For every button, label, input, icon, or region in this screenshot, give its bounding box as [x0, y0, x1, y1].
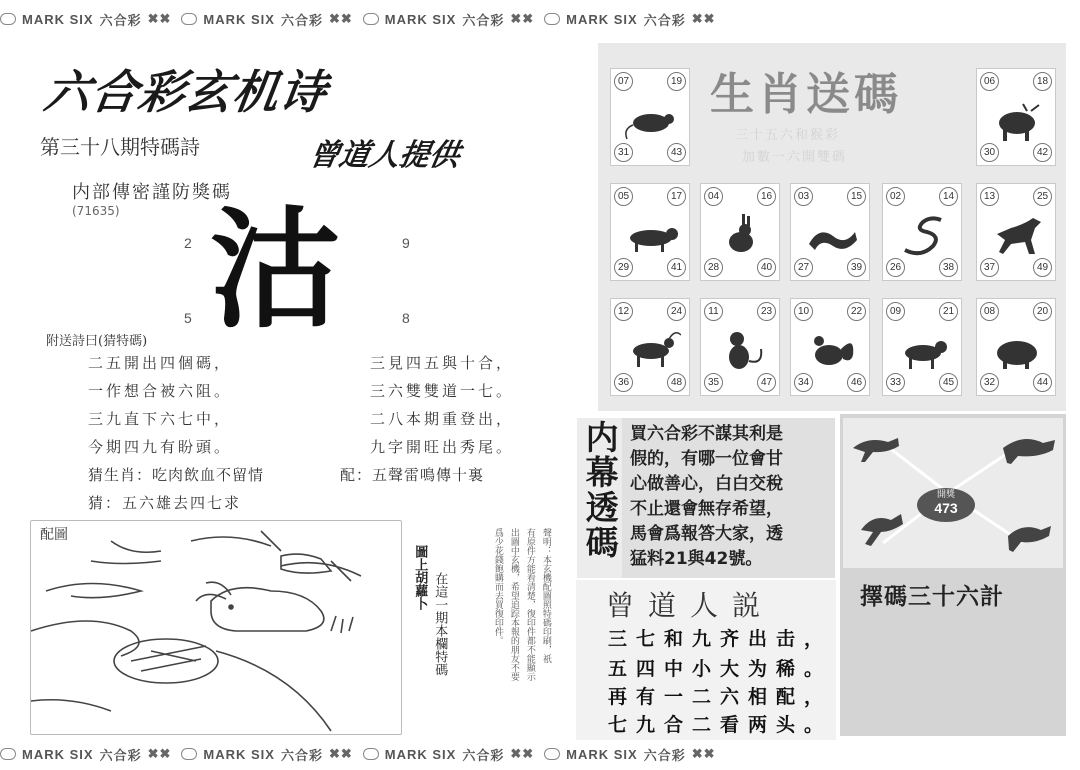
- rabbit-icon: [715, 210, 771, 258]
- poem-line: 一作想合被六阻。: [88, 382, 233, 400]
- zodiac-number: 44: [1033, 373, 1052, 392]
- banner-unit: [181, 745, 352, 764]
- saying-line: 七九合二看两头。: [608, 714, 833, 736]
- bottom-banner: [0, 742, 1080, 766]
- saying-line: 五四中小大为稀。: [608, 658, 833, 680]
- picture-caption-side: 圖上胡蘿卜: [412, 545, 428, 610]
- zodiac-card-horse: [976, 183, 1056, 281]
- banner-brand: MARK SIX: [22, 746, 94, 762]
- hint-number: 8: [402, 310, 410, 326]
- poem-line: 配：五聲雷鳴傳十裏: [340, 466, 485, 484]
- zodiac-number: 15: [847, 187, 866, 206]
- saying-title: 曾道人説: [606, 589, 775, 622]
- banner-symbol: ✖✖: [510, 746, 535, 761]
- banner-brand-cn: 六合彩: [280, 747, 323, 763]
- banner-unit: [363, 10, 534, 29]
- poem-line: 猜生肖：吃肉飲血不留情: [88, 466, 265, 484]
- insider-line: 猛料21與42號。: [630, 549, 763, 569]
- zodiac-number: 31: [614, 143, 633, 162]
- zodiac-number: 39: [847, 258, 866, 277]
- zodiac-card-tiger: [610, 183, 690, 281]
- saying-line: 三七和九齐出击，: [608, 628, 833, 650]
- banner-brand-cn: 六合彩: [99, 747, 142, 763]
- banner-brand: MARK SIX: [566, 11, 638, 27]
- zodiac-number: 35: [704, 373, 723, 392]
- poem-line: 二五開出四個碼，: [88, 354, 233, 372]
- mark-six-logo-icon: [544, 748, 560, 760]
- poem-line: 九字開旺出秀尾。: [370, 438, 515, 456]
- banner-symbol: ✖✖: [328, 746, 353, 761]
- rabbit-carrot-illustration: [31, 521, 403, 736]
- tiger-icon: [625, 210, 681, 258]
- zodiac-number: 04: [704, 187, 723, 206]
- banner-brand: MARK SIX: [384, 746, 457, 762]
- zodiac-card-goat: [610, 298, 690, 396]
- secret-code: (71635): [72, 204, 120, 218]
- top-banner: [0, 7, 1080, 31]
- zodiac-card-snake: [882, 183, 962, 281]
- mark-six-logo-icon: [0, 13, 16, 25]
- zodiac-number: 47: [757, 373, 776, 392]
- banner-symbol: ✖✖: [691, 746, 716, 761]
- zodiac-number: 41: [667, 258, 686, 277]
- banner-brand-cn: 六合彩: [99, 12, 142, 28]
- zodiac-number: 45: [939, 373, 958, 392]
- mark-six-logo-icon: [363, 13, 379, 25]
- zodiac-title: 生肖送碼: [710, 69, 902, 120]
- banner-symbol: ✖✖: [510, 11, 535, 26]
- zodiac-number: 40: [757, 258, 776, 277]
- zodiac-subtitle: 三十五六和猴彩: [735, 128, 841, 143]
- zodiac-number: 24: [667, 302, 686, 321]
- notice-line: 爲少花錢飽購而去買復印件。: [492, 528, 503, 645]
- zodiac-number: 09: [886, 302, 905, 321]
- provider-title: 曾道人提供: [306, 138, 463, 173]
- poem-line: 今期四九有盼頭。: [88, 438, 233, 456]
- banner-brand: MARK SIX: [566, 746, 638, 762]
- zodiac-number: 12: [614, 302, 633, 321]
- zodiac-number: 17: [667, 187, 686, 206]
- banner-brand: MARK SIX: [203, 11, 275, 27]
- zodiac-number: 21: [939, 302, 958, 321]
- zodiac-subtitle: 加數一六開雙碼: [742, 150, 848, 165]
- dragon-icon: [805, 210, 861, 258]
- insider-line: 不止還會無存希望，: [630, 499, 783, 519]
- zodiac-number: 10: [794, 302, 813, 321]
- poem-line: 二八本期重登出，: [370, 410, 515, 428]
- mark-six-logo-icon: [544, 13, 560, 25]
- poem-line: 三六雙雙道一七。: [370, 382, 515, 400]
- poem-line: 猜：五六雄去四七求: [88, 494, 242, 512]
- zodiac-number: 46: [847, 373, 866, 392]
- zodiac-card-dog: [882, 298, 962, 396]
- zodiac-number: 19: [667, 72, 686, 91]
- zodiac-number: 27: [794, 258, 813, 277]
- draw-badge-label: 開獎: [936, 489, 955, 499]
- mark-six-logo-icon: [181, 13, 197, 25]
- secret-character: 沽: [210, 194, 341, 346]
- zodiac-number: 03: [794, 187, 813, 206]
- zodiac-number: 05: [614, 187, 633, 206]
- zodiac-number: 20: [1033, 302, 1052, 321]
- zodiac-number: 18: [1033, 72, 1052, 91]
- zodiac-number: 28: [704, 258, 723, 277]
- zodiac-number: 48: [667, 373, 686, 392]
- hint-number: 9: [402, 235, 410, 251]
- zodiac-number: 22: [847, 302, 866, 321]
- banner-brand: MARK SIX: [384, 11, 457, 27]
- zodiac-card-rat: [610, 68, 690, 166]
- poem-line: 三見四五與十合，: [370, 354, 515, 372]
- goat-icon: [625, 325, 681, 373]
- banner-brand: MARK SIX: [203, 746, 275, 762]
- banner-symbol: ✖✖: [147, 11, 172, 26]
- zodiac-number: 07: [614, 72, 633, 91]
- issue-title: 第三十八期特碼詩: [40, 135, 200, 159]
- insider-line: 買六合彩不謀其利是: [630, 424, 783, 444]
- banner-brand-cn: 六合彩: [280, 12, 323, 28]
- zodiac-number: 29: [614, 258, 633, 277]
- poem-label: 附送詩曰(猜特碼): [46, 334, 148, 349]
- banner-brand-cn: 六合彩: [462, 12, 505, 28]
- hint-number: 5: [184, 310, 192, 326]
- draw-badge-number: 473: [934, 500, 958, 516]
- zodiac-card-dragon: [790, 183, 870, 281]
- main-title: 六合彩玄机诗: [40, 65, 331, 119]
- zodiac-number: 43: [667, 143, 686, 162]
- zodiac-card-pig: [976, 298, 1056, 396]
- zodiac-number: 36: [614, 373, 633, 392]
- mark-six-logo-icon: [181, 748, 197, 760]
- horse-icon: [991, 210, 1047, 258]
- zodiac-number: 13: [980, 187, 999, 206]
- poem-line: 三九直下六七中，: [88, 410, 233, 428]
- zodiac-number: 38: [939, 258, 958, 277]
- zodiac-number: 34: [794, 373, 813, 392]
- picture-caption-main: 在這一期本欄特碼: [432, 572, 448, 676]
- zodiac-number: 32: [980, 373, 999, 392]
- saying-line: 再有一二六相配，: [608, 686, 833, 708]
- banner-symbol: ✖✖: [328, 11, 353, 26]
- strategy-title: 擇碼三十六計: [860, 584, 1004, 610]
- insider-line: 心做善心，白白交稅: [630, 474, 783, 494]
- mark-six-logo-icon: [363, 748, 379, 760]
- zodiac-card-rooster: [790, 298, 870, 396]
- draw-badge: [917, 488, 975, 522]
- notice-line: 出圖中玄機，希望追踪本報的朋友不要: [508, 528, 519, 681]
- banner-brand-cn: 六合彩: [643, 747, 686, 763]
- hint-number: 2: [184, 235, 192, 251]
- banner-unit: [0, 745, 171, 764]
- zodiac-number: 33: [886, 373, 905, 392]
- zodiac-number: 02: [886, 187, 905, 206]
- rooster-icon: [805, 325, 861, 373]
- pig-icon: [991, 325, 1047, 373]
- zodiac-number: 08: [980, 302, 999, 321]
- banner-unit: [363, 745, 534, 764]
- zodiac-number: 25: [1033, 187, 1052, 206]
- snake-icon: [897, 210, 953, 258]
- zodiac-number: 37: [980, 258, 999, 277]
- banner-symbol: ✖✖: [691, 11, 716, 26]
- zodiac-number: 49: [1033, 258, 1052, 277]
- banner-brand-cn: 六合彩: [462, 747, 505, 763]
- zodiac-number: 11: [704, 302, 723, 321]
- zodiac-card-rabbit: [700, 183, 780, 281]
- zodiac-number: 06: [980, 72, 999, 91]
- zodiac-card-monkey: [700, 298, 780, 396]
- zodiac-number: 23: [757, 302, 776, 321]
- banner-unit: [544, 745, 715, 764]
- monkey-icon: [715, 325, 771, 373]
- banner-unit: [544, 10, 715, 29]
- banner-brand: MARK SIX: [22, 11, 94, 27]
- notice-line: 聲明：本玄機配圖照特碼印刷，祇: [540, 528, 551, 663]
- secret-label: 内部傳密謹防獎碼: [72, 182, 232, 203]
- picture-frame: [30, 520, 402, 735]
- zodiac-card-ox: [976, 68, 1056, 166]
- zodiac-number: 42: [1033, 143, 1052, 162]
- zodiac-number: 26: [886, 258, 905, 277]
- rat-icon: [625, 95, 681, 143]
- mark-six-logo-icon: [0, 748, 16, 760]
- ox-icon: [991, 95, 1047, 143]
- notice-line: 有原件方能看清楚，復印件都不能顯示: [524, 528, 535, 681]
- insider-title: 内幕透碼: [580, 420, 620, 560]
- banner-unit: [181, 10, 352, 29]
- picture-label: 配圖: [40, 527, 68, 543]
- dog-icon: [897, 325, 953, 373]
- insider-line: 馬會爲報答大家，透: [630, 524, 783, 544]
- banner-symbol: ✖✖: [147, 746, 172, 761]
- banner-unit: [0, 10, 171, 29]
- zodiac-number: 30: [980, 143, 999, 162]
- insider-line: 假的，有哪一位會甘: [630, 449, 783, 469]
- zodiac-number: 16: [757, 187, 776, 206]
- banner-brand-cn: 六合彩: [643, 12, 686, 28]
- zodiac-number: 14: [939, 187, 958, 206]
